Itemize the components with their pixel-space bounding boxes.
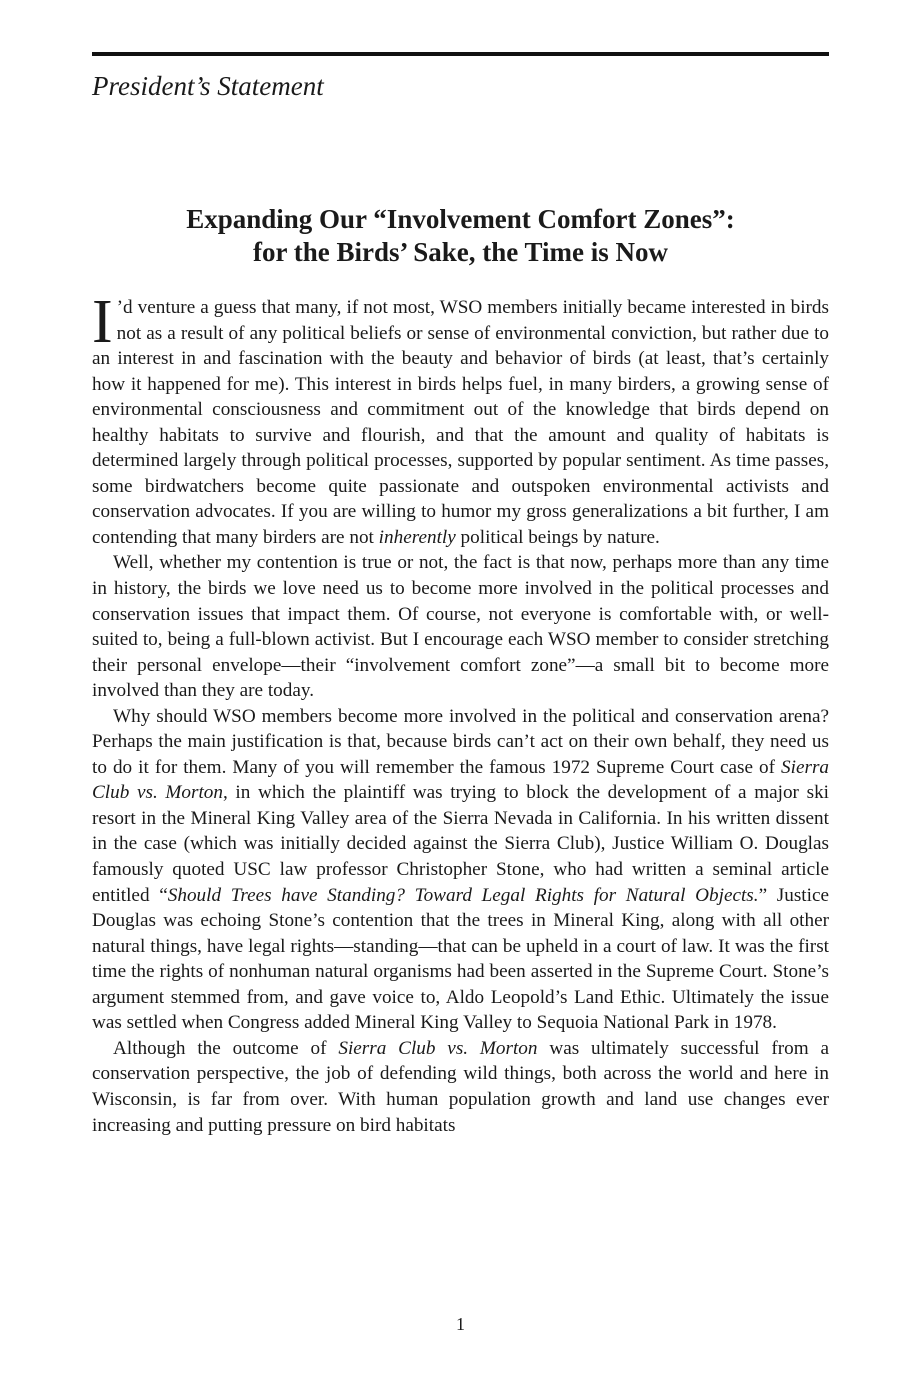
section-label: President’s Statement	[92, 71, 324, 101]
article-title-italic: Should Trees have Standing? Toward Legal Rights for Natural Objects.	[167, 884, 759, 906]
paragraph-1-end: political beings by nature.	[455, 526, 660, 548]
title-line-2: for the Birds’ Sake, the Time is Now	[252, 237, 668, 267]
paragraph-1-emphasis: inherently	[378, 526, 456, 548]
paragraph-3-part-b: , in which the plaintiff was trying to block the development of a major ski resort in the Mineral King Valley area of the Sierra Nevada in California. In his written dissent in the case (which was initially decided against the Sierra Club), Justice William O. Douglas famously quoted USC law professor Christopher Stone, who had written a seminal article entitled “	[92, 782, 829, 906]
case-name-italic: Sierra Club vs. Morton	[92, 756, 829, 804]
page-number: 1	[456, 1314, 465, 1334]
article-title	[92, 203, 829, 269]
paragraph-1	[92, 288, 829, 550]
paragraph-4	[92, 1036, 829, 1138]
title-line-1: Expanding Our “Involvement Comfort Zones”:	[186, 204, 735, 234]
paragraph-2: Well, whether my contention is true or not, the fact is that now, perhaps more than any time in history, the birds we love need us to become more involved in the political processes and conservation issues that impact them. Of course, not everyone is comfortable with, or well-suited to, being a full-blown activist. But I encourage each WSO member to consider stretching their personal envelope—their “involvement comfort zone”—a small bit to become more involved than they are today.	[92, 552, 829, 702]
paragraph-4-part-b: was ultimately successful from a conservation perspective, the job of defending wild things, both across the world and here in Wisconsin, is far from over. With human population growth and land use changes ever increasing and putting pressure on bird habitats	[92, 1037, 830, 1136]
case-name-italic-2: Sierra Club vs. Morton	[338, 1037, 538, 1059]
top-rule	[92, 52, 829, 56]
paragraph-4-part-a: Although the outcome of	[113, 1037, 339, 1059]
article-body	[92, 288, 830, 1138]
paragraph-3	[92, 704, 829, 1036]
paragraph-3-part-a: Why should WSO members become more involved in the political and conservation arena? Perhaps the main justification is that, because birds can’t act on their own behalf, they need us to do it for them. Many of you will remember the famous 1972 Supreme Court case of	[92, 705, 829, 778]
paragraph-3-part-c: ” Justice Douglas was echoing Stone’s contention that the trees in Mineral King, along with all other natural things, have legal rights—standing—that can be upheld in a court of law. It was the first time the rights of nonhuman natural organisms had been asserted in the Supreme Court. Stone’s argument stemmed from, and gave voice to, Aldo Leopold’s Land Ethic. Ultimately the issue was settled when Congress added Mineral King Valley to Sequoia National Park in 1978.	[92, 884, 829, 1034]
drop-cap: I	[92, 288, 113, 356]
paragraph-1-text: ’d venture a guess that many, if not most, WSO members initially became interested in birds not as a result of any political beliefs or sense of environmental conviction, but rather due to an interest in and fascination with the beauty and behavior of birds (at least, that’s certainly how it happened for me). This interest in birds helps fuel, in many birders, a growing sense of environmental consciousness and commitment out of the knowledge that birds depend on healthy habitats to survive and flourish, and that the amount and quality of habitats is determined largely through political processes, supported by popular sentiment. As time passes, some birdwatchers become quite passionate and outspoken environmental activists and conservation advocates. If you are willing to humor my gross generalizations a bit further, I am contending that many birders are not	[92, 297, 829, 548]
